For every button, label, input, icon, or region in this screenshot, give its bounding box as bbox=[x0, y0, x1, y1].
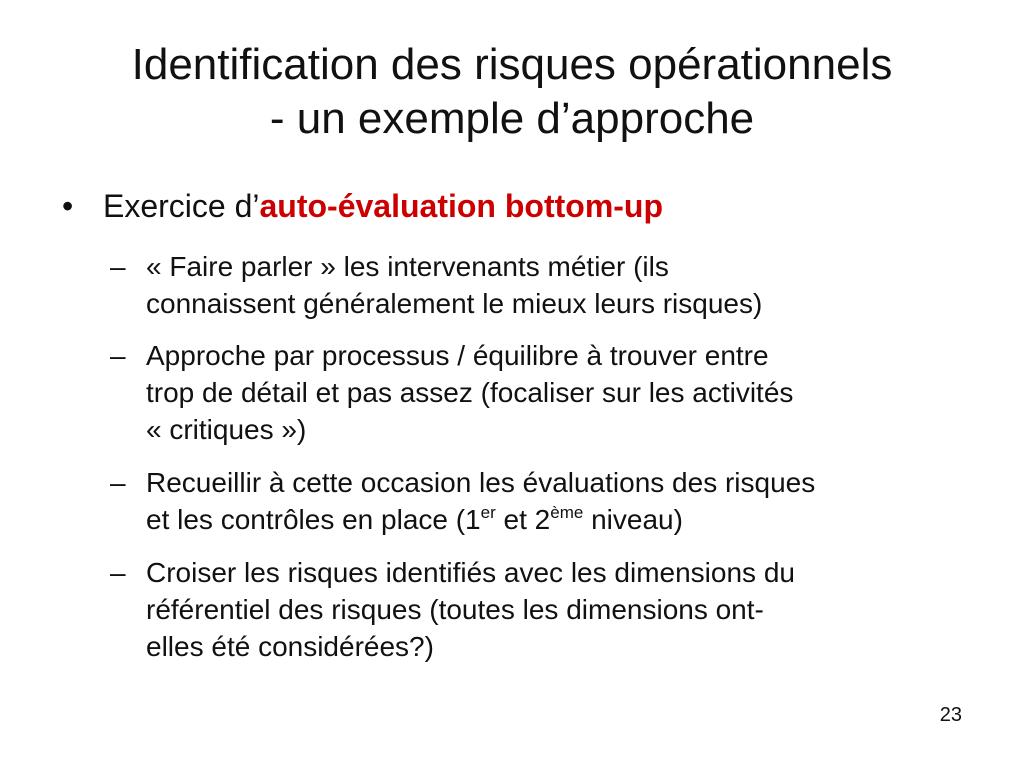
sub-item-2-line-2: trop de détail et pas assez (focaliser sur les activités bbox=[146, 377, 794, 408]
sub-item-2-line-1: Approche par processus / équilibre à trouver entre bbox=[146, 340, 769, 371]
sub-marker: – bbox=[110, 557, 126, 588]
sub-item-3-line-2 bbox=[146, 501, 986, 538]
sub-item-3-line-1: Recueillir à cette occasion les évaluations des risques bbox=[146, 467, 816, 498]
sub-item-4-line-3: elles été considérées?) bbox=[146, 631, 434, 662]
sub-item-1-text bbox=[146, 248, 986, 322]
sub-item-3-text bbox=[146, 464, 986, 538]
title-line-1: Identification des risques opérationnels bbox=[131, 40, 893, 89]
sub-item-2-line-3: « critiques ») bbox=[146, 414, 307, 445]
sub-item-1-line-1: « Faire parler » les intervenants métier (ils bbox=[146, 251, 669, 282]
sub-item-4-text bbox=[146, 554, 986, 665]
sub-marker: – bbox=[110, 467, 126, 498]
bullet-text bbox=[103, 186, 663, 226]
sub-item-3-line-2-b: et 2 bbox=[495, 504, 551, 535]
sub-item-2-text bbox=[146, 337, 986, 448]
sub-item-3-line-2-c: niveau) bbox=[583, 504, 683, 535]
bullet-prefix: Exercice d’ bbox=[103, 188, 260, 224]
superscript-eme: ème bbox=[550, 503, 584, 522]
sub-marker: – bbox=[110, 251, 126, 282]
title-line-2: - un exemple d’approche bbox=[269, 94, 755, 143]
sub-item-4-line-2: référentiel des risques (toutes les dimensions ont- bbox=[146, 594, 764, 625]
sub-item-4-line-1: Croiser les risques identifiés avec les dimensions du bbox=[146, 557, 795, 588]
superscript-er: er bbox=[480, 503, 496, 522]
bullet-marker: • bbox=[62, 188, 74, 224]
sub-item-3-line-2-a: et les contrôles en place (1 bbox=[146, 504, 481, 535]
sub-item-1-line-2: connaissent généralement le mieux leurs risques) bbox=[146, 288, 763, 319]
sub-marker: – bbox=[110, 340, 126, 371]
slide-title bbox=[40, 38, 984, 146]
page-number: 23 bbox=[939, 704, 962, 726]
bullet-highlight: auto-évaluation bottom-up bbox=[259, 188, 664, 224]
